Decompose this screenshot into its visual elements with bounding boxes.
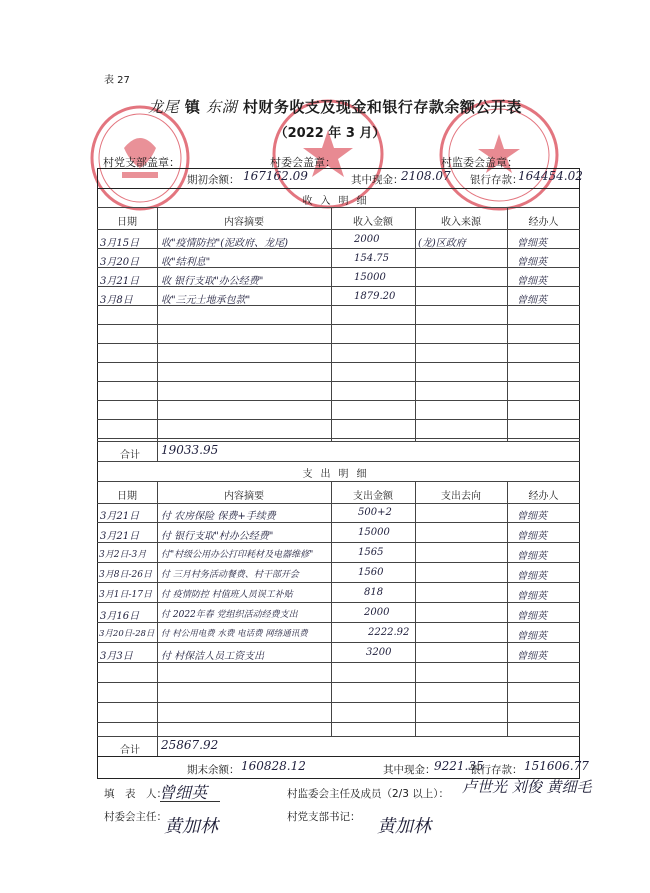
supervision-seal-label: 村监委会盖章：: [441, 156, 518, 169]
filler-label: 填 表 人：: [104, 788, 167, 800]
income-row-date: 3月20日: [100, 257, 140, 268]
expense-row-date: 3月3日: [100, 651, 133, 662]
opening-bank-label: 银行存款：: [470, 174, 523, 186]
divider: [97, 736, 580, 737]
closing-balance-value: 160828.12: [241, 759, 306, 773]
expense-row-summary: 付 银行支取"村办公经费": [161, 531, 274, 542]
expense-row-amount: 3200: [366, 647, 392, 658]
expense-row-summary: 付"村级公用办公打印耗材及电器维修": [161, 550, 314, 560]
divider: [97, 441, 580, 442]
period-label: （2022 年 3 月）: [274, 126, 386, 141]
income-section-title: 收入明细: [302, 196, 375, 207]
col-divider: [157, 441, 158, 461]
expense-row-amount: 500+2: [358, 507, 392, 518]
party-seal-label: 村党支部盖章：: [103, 156, 180, 169]
income-row-amount: 15000: [354, 272, 386, 283]
expense-row-amount: 2000: [364, 607, 390, 618]
closing-cash-value: 9221.35: [434, 759, 484, 773]
expense-header-amount: 支出金额: [353, 491, 393, 502]
income-row-date: 3月21日: [100, 276, 140, 287]
income-header-summary: 内容摘要: [224, 217, 264, 228]
income-header-amount: 收入金额: [353, 217, 393, 228]
income-total-label: 合计: [120, 450, 140, 461]
income-row-source: (龙)区政府: [418, 238, 466, 249]
expense-row-handler: 曾细英: [517, 571, 547, 582]
expense-row-summary: 付 村保洁人员工资支出: [161, 651, 265, 662]
opening-balance-value: 167162.09: [243, 169, 308, 183]
expense-header-handler: 经办人: [528, 491, 559, 502]
expense-row-amount: 818: [364, 587, 384, 598]
title-village: 东湖: [206, 98, 238, 116]
col-divider: [415, 481, 416, 736]
signature-line: [160, 801, 220, 802]
expense-row-summary: 付 村公用电费 水费 电话费 网络通讯费: [161, 629, 308, 639]
title-mid: 镇: [179, 98, 207, 116]
expense-row-date: 3月21日: [100, 511, 140, 522]
income-row-date: 3月8日: [100, 295, 133, 306]
expense-row-date: 3月16日: [100, 611, 140, 622]
committee-director-label: 村委会主任：: [104, 811, 167, 823]
expense-header-destination: 支出去向: [441, 491, 481, 502]
expense-section-title: 支出明细: [302, 469, 375, 480]
income-header-handler: 经办人: [528, 217, 559, 228]
expense-row-date: 3月8日-26日: [99, 570, 152, 580]
expense-row-handler: 曾细英: [517, 531, 547, 542]
income-row-summary: 收"结利息": [161, 257, 211, 268]
expense-row-date: 3月20日-28日: [99, 629, 155, 639]
party-secretary-signature: 黄加林: [377, 816, 431, 837]
divider: [97, 756, 580, 757]
expense-total-label: 合计: [120, 745, 140, 756]
supervision-members-label: 村监委会主任及成员（2/3 以上）：: [287, 788, 449, 800]
closing-balance-label: 期末余额：: [187, 764, 240, 776]
income-header-date: 日期: [117, 217, 137, 228]
income-row-summary: 收"三元土地承包款": [161, 295, 251, 306]
expense-row-handler: 曾细英: [517, 631, 547, 642]
expense-row-date: 3月21日: [100, 531, 140, 542]
opening-cash-value: 2108.07: [401, 169, 451, 183]
col-divider: [507, 207, 508, 441]
expense-row-handler: 曾细英: [517, 611, 547, 622]
closing-bank-label: 银行存款：: [470, 764, 523, 776]
income-row-handler: 曾细英: [517, 276, 547, 287]
expense-row-handler: 曾细英: [517, 551, 547, 562]
opening-cash-label: 其中现金：: [351, 174, 404, 186]
committee-director-signature: 黄加林: [164, 816, 218, 837]
expense-row-summary: 付 疫情防控 村值班人员误工补贴: [161, 590, 293, 600]
expense-row-summary: 付 三月村务活动餐费、村干部开会: [161, 570, 299, 580]
col-divider: [331, 207, 332, 441]
income-row-amount: 1879.20: [354, 291, 396, 302]
filler-signature: 曾细英: [159, 783, 208, 802]
col-divider: [157, 736, 158, 756]
committee-seal-label: 村委会盖章：: [270, 156, 336, 169]
income-row-amount: 154.75: [354, 253, 389, 264]
expense-header-summary: 内容摘要: [224, 491, 264, 502]
expense-row-summary: 付 2022年春 党组织活动经费支出: [161, 610, 298, 620]
income-row-handler: 曾细英: [517, 238, 547, 249]
expense-row-amount: 1565: [358, 547, 384, 558]
expense-row-handler: 曾细英: [517, 511, 547, 522]
supervision-signatures: 卢世光 刘俊 黄细毛: [462, 778, 592, 796]
page-title: [100, 96, 570, 117]
closing-cash-label: 其中现金：: [383, 764, 436, 776]
expense-row-amount: 2222.92: [368, 627, 410, 638]
income-row-handler: 曾细英: [517, 257, 547, 268]
expense-row-date: 3月1日-17日: [99, 590, 152, 600]
expense-row-amount: 1560: [358, 567, 384, 578]
expense-row-handler: 曾细英: [517, 651, 547, 662]
income-header-source: 收入来源: [441, 217, 481, 228]
expense-header-date: 日期: [117, 491, 137, 502]
closing-bank-value: 151606.77: [524, 759, 589, 773]
party-secretary-label: 村党支部书记：: [287, 811, 361, 823]
expense-row-amount: 15000: [358, 527, 390, 538]
income-row-amount: 2000: [354, 234, 380, 245]
expense-total-value: 25867.92: [161, 738, 219, 752]
opening-bank-value: 164454.02: [518, 169, 583, 183]
income-row-summary: 收"疫情防控"(泥政府、龙尾): [161, 238, 289, 249]
opening-balance-label: 期初余额：: [187, 174, 240, 186]
income-row-date: 3月15日: [100, 238, 140, 249]
expense-row-summary: 付 农房保险 保费+手续费: [161, 511, 276, 522]
income-row-handler: 曾细英: [517, 295, 547, 306]
expense-row-handler: 曾细英: [517, 591, 547, 602]
col-divider: [507, 481, 508, 736]
expense-row-date: 3月2日-3月: [99, 550, 147, 560]
title-town: 龙尾: [148, 98, 180, 116]
table-number: 表 27: [104, 75, 130, 86]
title-rest: 村财务收支及现金和银行存款余额公开表: [237, 98, 522, 116]
income-row-summary: 收 银行支取"办公经费": [161, 276, 264, 287]
col-divider: [157, 207, 158, 441]
col-divider: [415, 207, 416, 441]
col-divider: [157, 481, 158, 736]
income-total-value: 19033.95: [161, 443, 219, 457]
col-divider: [331, 481, 332, 736]
divider: [97, 461, 580, 462]
divider: [97, 188, 580, 189]
